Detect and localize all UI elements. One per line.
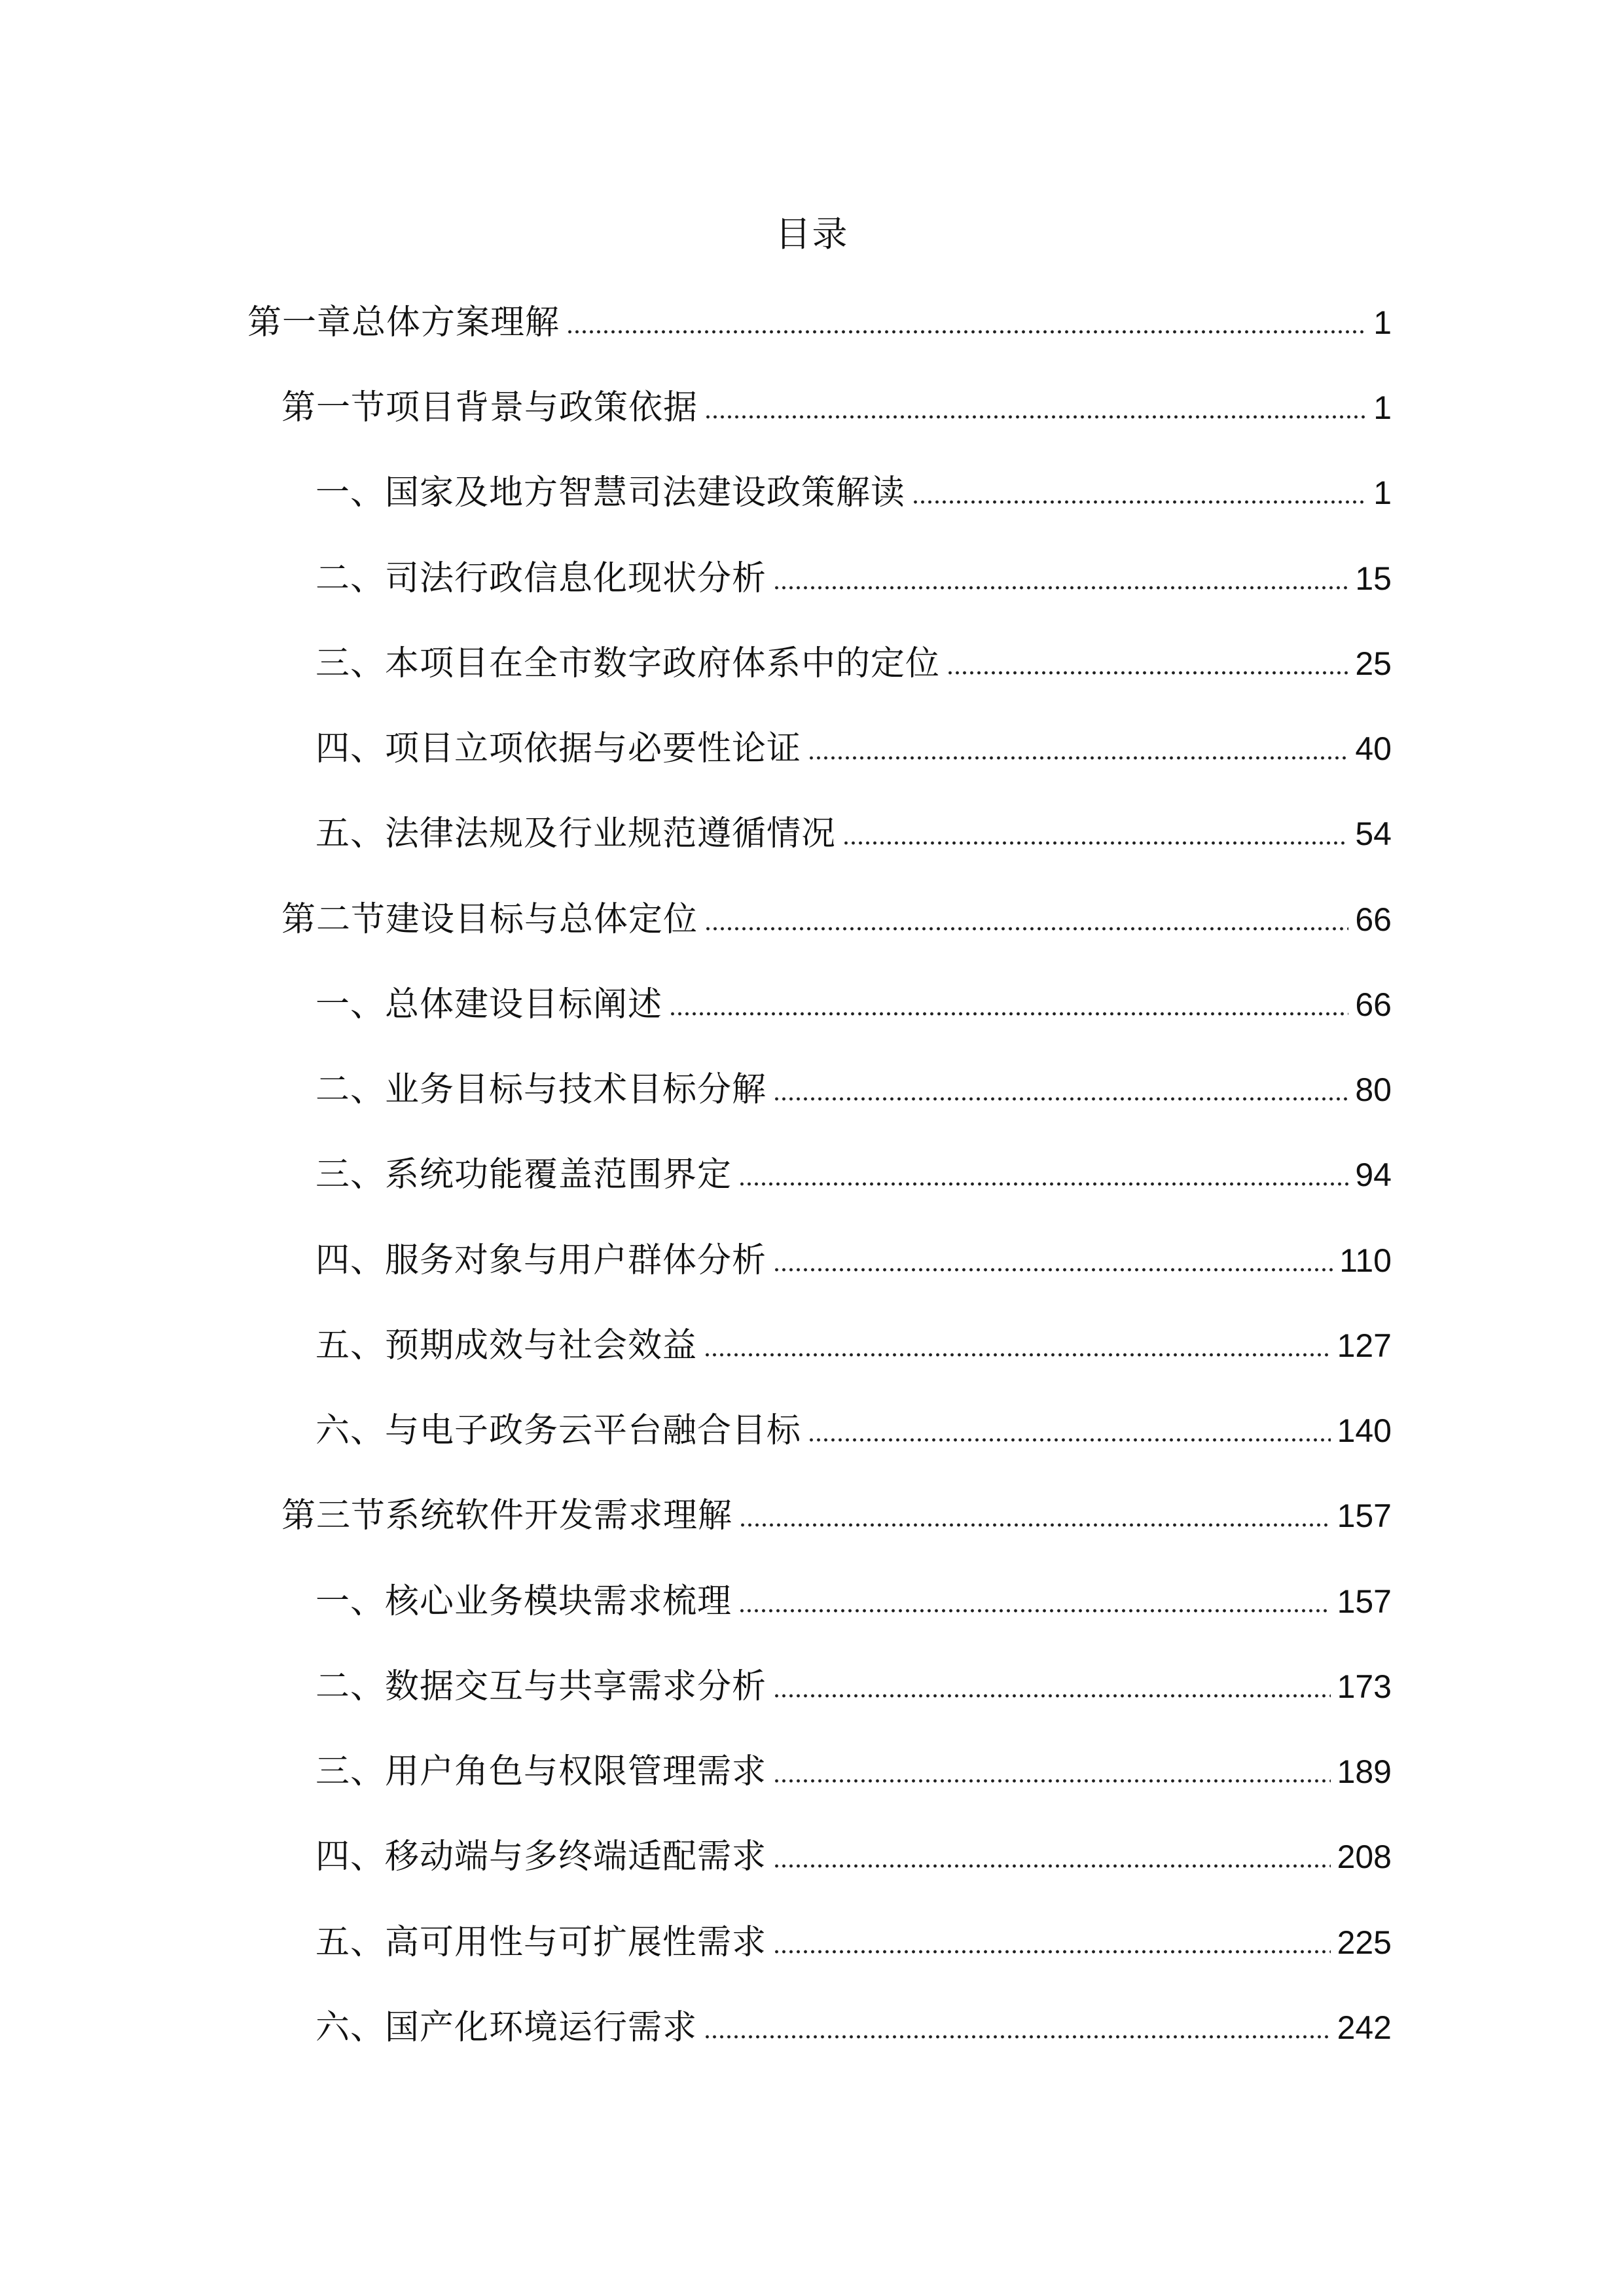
toc-entry-text: 二、业务目标与技术目标分解 (316, 1070, 767, 1109)
toc-entry-item[interactable] (316, 1401, 1392, 1460)
toc-entry-item[interactable] (316, 634, 1392, 693)
toc-dot-leader (773, 1691, 1331, 1700)
toc-entry-text: 五、高可用性与可扩展性需求 (316, 1923, 767, 1962)
toc-entry-text: 二、数据交互与共享需求分析 (316, 1667, 767, 1706)
toc-page-number: 54 (1355, 816, 1392, 852)
toc-dot-leader (704, 1350, 1331, 1359)
toc-dot-leader (773, 583, 1348, 592)
toc-entry-text: 第一节项目背景与政策依据 (281, 388, 698, 427)
toc-entry-text: 五、预期成效与社会效益 (316, 1326, 698, 1365)
toc-entry-item[interactable] (316, 549, 1392, 608)
toc-page-number: 157 (1337, 1583, 1392, 1620)
toc-page-number: 242 (1337, 2009, 1392, 2046)
toc-page-number: 25 (1355, 645, 1392, 682)
toc-dot-leader (704, 924, 1348, 933)
toc-page-number: 15 (1355, 560, 1392, 597)
toc-entry-text: 第一章总体方案理解 (247, 303, 560, 342)
toc-page-number: 1 (1373, 304, 1392, 341)
toc-page-number: 1 (1373, 389, 1392, 426)
toc-dot-leader (947, 668, 1348, 677)
toc-entry-text: 三、系统功能覆盖范围界定 (316, 1155, 732, 1194)
toc-page-number: 40 (1355, 730, 1392, 767)
toc-entry-item[interactable] (316, 719, 1392, 778)
toc-entry-item[interactable] (316, 1913, 1392, 1972)
toc-page-number: 127 (1337, 1327, 1392, 1364)
toc-entry-text: 五、法律法规及行业规范遵循情况 (316, 814, 837, 853)
toc-dot-leader (704, 412, 1367, 422)
toc-dot-leader (566, 327, 1367, 336)
toc-page-number: 225 (1337, 1924, 1392, 1961)
toc-dot-leader (842, 838, 1348, 848)
toc-entry-text: 六、国产化环境运行需求 (316, 2008, 698, 2047)
toc-dot-leader (773, 1947, 1331, 1956)
toc-entry-text: 四、项目立项依据与必要性论证 (316, 729, 802, 768)
toc-page-number: 66 (1355, 901, 1392, 938)
toc-entry-item[interactable] (316, 1998, 1392, 2057)
toc-dot-leader (773, 1094, 1348, 1103)
toc-entry-text: 四、服务对象与用户群体分析 (316, 1241, 767, 1280)
toc-entry-text: 三、本项目在全市数字政府体系中的定位 (316, 644, 941, 683)
toc-page-number: 208 (1337, 1839, 1392, 1875)
toc-page-number: 94 (1355, 1157, 1392, 1193)
toc-entry-section-3[interactable] (281, 1486, 1392, 1545)
toc-entry-text: 四、移动端与多终端适配需求 (316, 1837, 767, 1876)
toc-dot-leader (773, 1776, 1331, 1785)
toc-entry-item[interactable] (316, 1145, 1392, 1204)
toc-dot-leader (704, 2032, 1331, 2041)
toc-entry-item[interactable] (316, 1572, 1392, 1631)
toc-entry-text: 三、用户角色与权限管理需求 (316, 1752, 767, 1791)
toc-page-number: 189 (1337, 1753, 1392, 1790)
toc-dot-leader (912, 497, 1367, 507)
toc-page-number: 80 (1355, 1071, 1392, 1108)
toc-entry-text: 第二节建设目标与总体定位 (281, 900, 698, 939)
toc-entry-text: 第三节系统软件开发需求理解 (281, 1496, 733, 1535)
toc-dot-leader (773, 1861, 1331, 1871)
toc-page-number: 173 (1337, 1668, 1392, 1705)
toc-page-number: 110 (1339, 1242, 1392, 1279)
toc-entry-item[interactable] (316, 1657, 1392, 1716)
toc-entry-section-1[interactable] (281, 378, 1392, 437)
toc-dot-leader (669, 1009, 1348, 1018)
toc-entry-section-2[interactable] (281, 890, 1392, 949)
toc-entry-item[interactable] (316, 975, 1392, 1034)
toc-entry-text: 一、核心业务模块需求梳理 (316, 1582, 732, 1621)
toc-entry-chapter-1[interactable] (247, 293, 1392, 352)
toc-entry-text: 一、总体建设目标阐述 (316, 985, 663, 1024)
toc-entry-text: 二、司法行政信息化现状分析 (316, 559, 767, 598)
toc-entry-item[interactable] (316, 1060, 1392, 1119)
toc-entry-text: 一、国家及地方智慧司法建设政策解读 (316, 473, 906, 512)
toc-page-number: 66 (1355, 986, 1392, 1023)
toc-entry-item[interactable] (316, 1316, 1392, 1375)
toc-entry-item[interactable] (316, 1231, 1392, 1290)
toc-dot-leader (739, 1520, 1331, 1530)
toc-page-number: 157 (1337, 1498, 1392, 1534)
toc-entry-item[interactable] (316, 1827, 1392, 1886)
toc-entry-item[interactable] (316, 463, 1392, 522)
toc-page-number: 140 (1337, 1412, 1392, 1449)
toc-entry-item[interactable] (316, 1742, 1392, 1801)
toc-dot-leader (773, 1265, 1333, 1274)
toc-dot-leader (738, 1179, 1348, 1189)
toc-page-number: 1 (1373, 475, 1392, 511)
toc-dot-leader (738, 1606, 1331, 1615)
toc-dot-leader (808, 1435, 1331, 1444)
toc-entry-text: 六、与电子政务云平台融合目标 (316, 1411, 802, 1450)
toc-dot-leader (808, 753, 1348, 762)
toc-title: 目录 (775, 213, 849, 255)
toc-entry-item[interactable] (316, 804, 1392, 863)
